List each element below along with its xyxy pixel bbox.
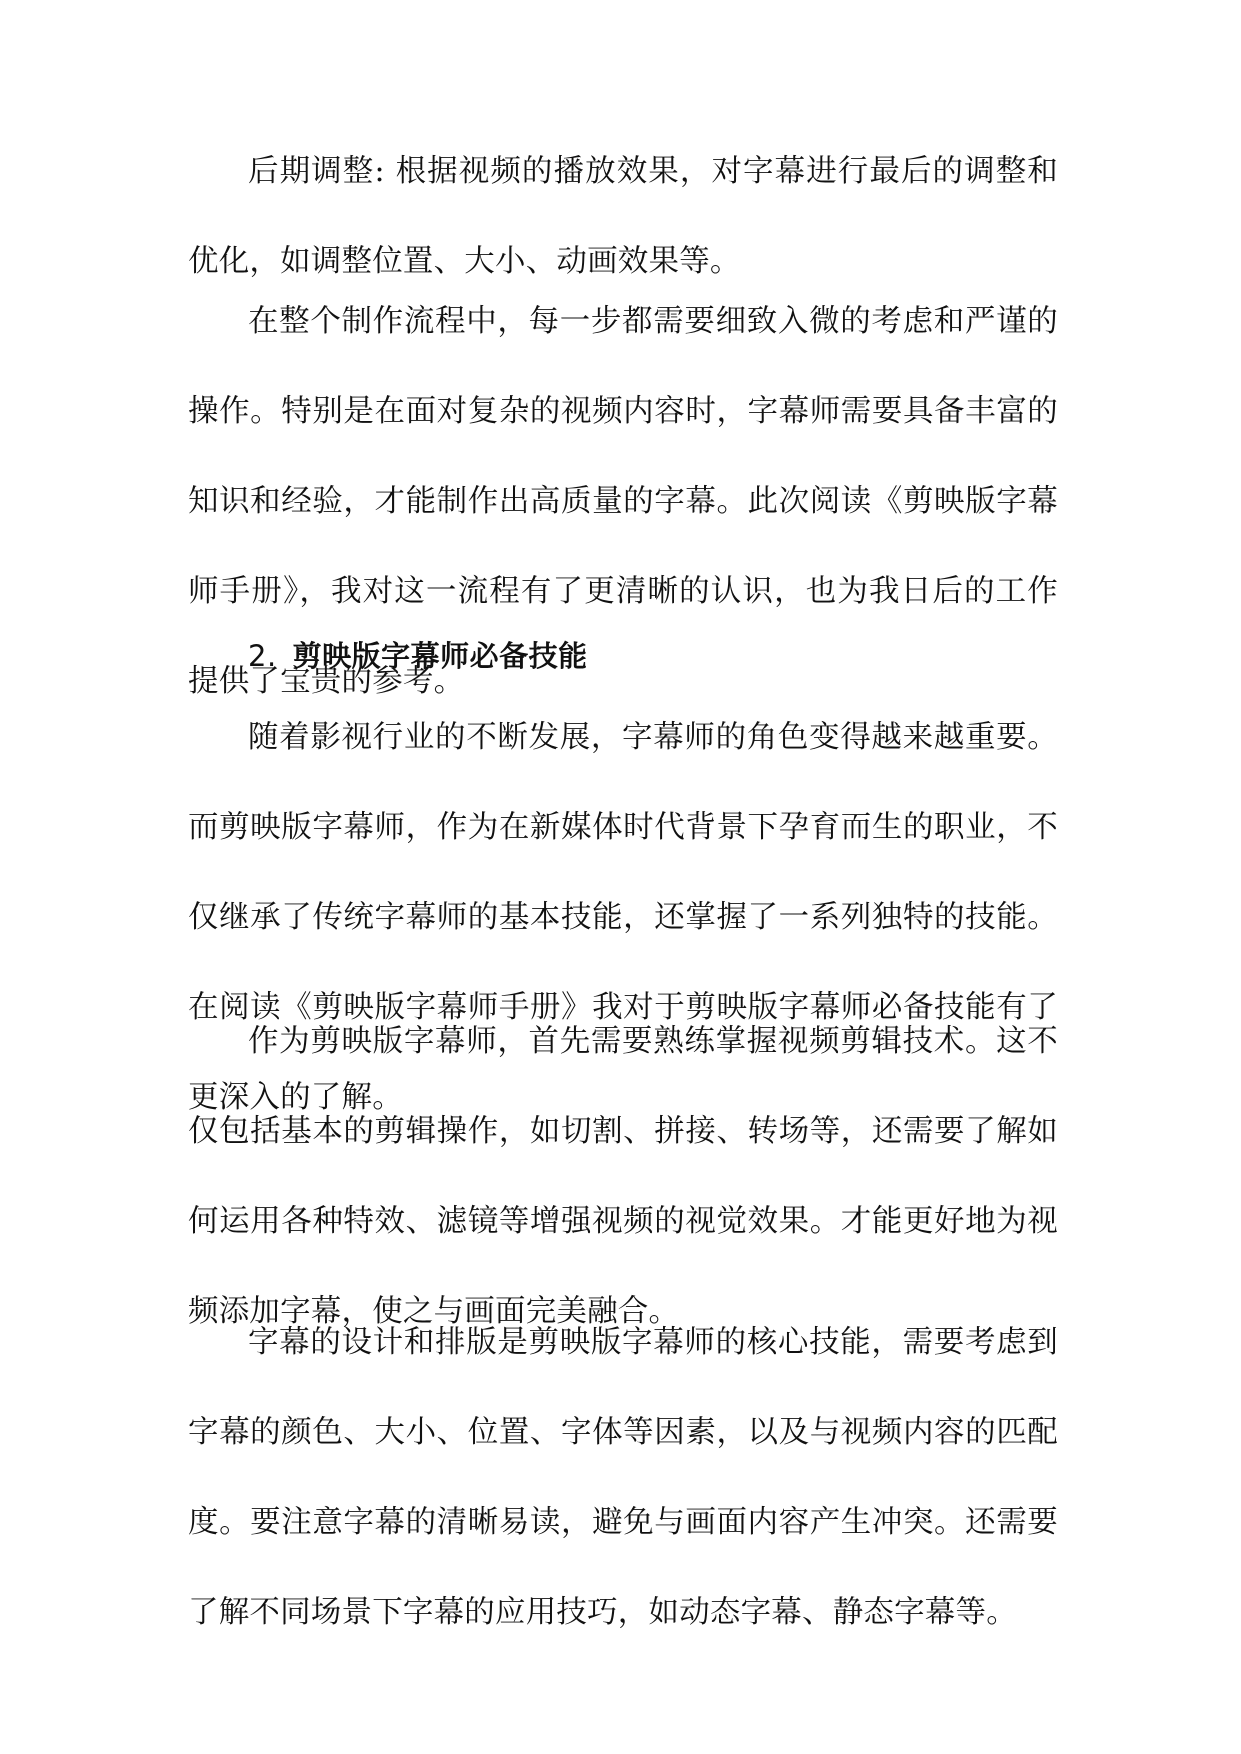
paragraph-post-adjustment: 后期调整: 根据视频的播放效果，对字幕进行最后的调整和优化，如调整位置、大小、动画效果等。 <box>188 154 1058 279</box>
paragraph-workflow-summary: 在整个制作流程中，每一步都需要细致入微的考虑和严谨的操作。特别是在面对复杂的视频内容时，字幕师需要具备丰富的知识和经验，才能制作出高质量的字幕。此次阅读《剪映版字幕师手册》，我对这一流程有了更清晰的认识，也为我日后的工作提供了宝贵的参考。 <box>188 304 1058 699</box>
paragraph-design-skills: 字幕的设计和排版是剪映版字幕师的核心技能，需要考虑到字幕的颜色、大小、位置、字体等因素，以及与视频内容的匹配度。要注意字幕的清晰易读，避免与画面内容产生冲突。还需要了解不同场景下字幕的应用技巧，如动态字幕、静态字幕等。 <box>188 1325 1058 1630</box>
paragraph-editing-skills: 作为剪映版字幕师，首先需要熟练掌握视频剪辑技术。这不仅包括基本的剪辑操作，如切割、拼接、转场等，还需要了解如何运用各种特效、滤镜等增强视频的视觉效果。才能更好地为视频添加字幕，使之与画面完美融合。 <box>188 1024 1058 1329</box>
paragraph-role-intro: 随着影视行业的不断发展，字幕师的角色变得越来越重要。而剪映版字幕师，作为在新媒体时代背景下孕育而生的职业，不仅继承了传统字幕师的基本技能，还掌握了一系列独特的技能。在阅读《剪映版字幕师手册》我对于剪映版字幕师必备技能有了更深入的了解。 <box>188 720 1058 1115</box>
section-title: 剪映版字幕师必备技能 <box>292 639 588 673</box>
section-number: 2. <box>248 639 277 673</box>
section-heading <box>248 636 588 676</box>
